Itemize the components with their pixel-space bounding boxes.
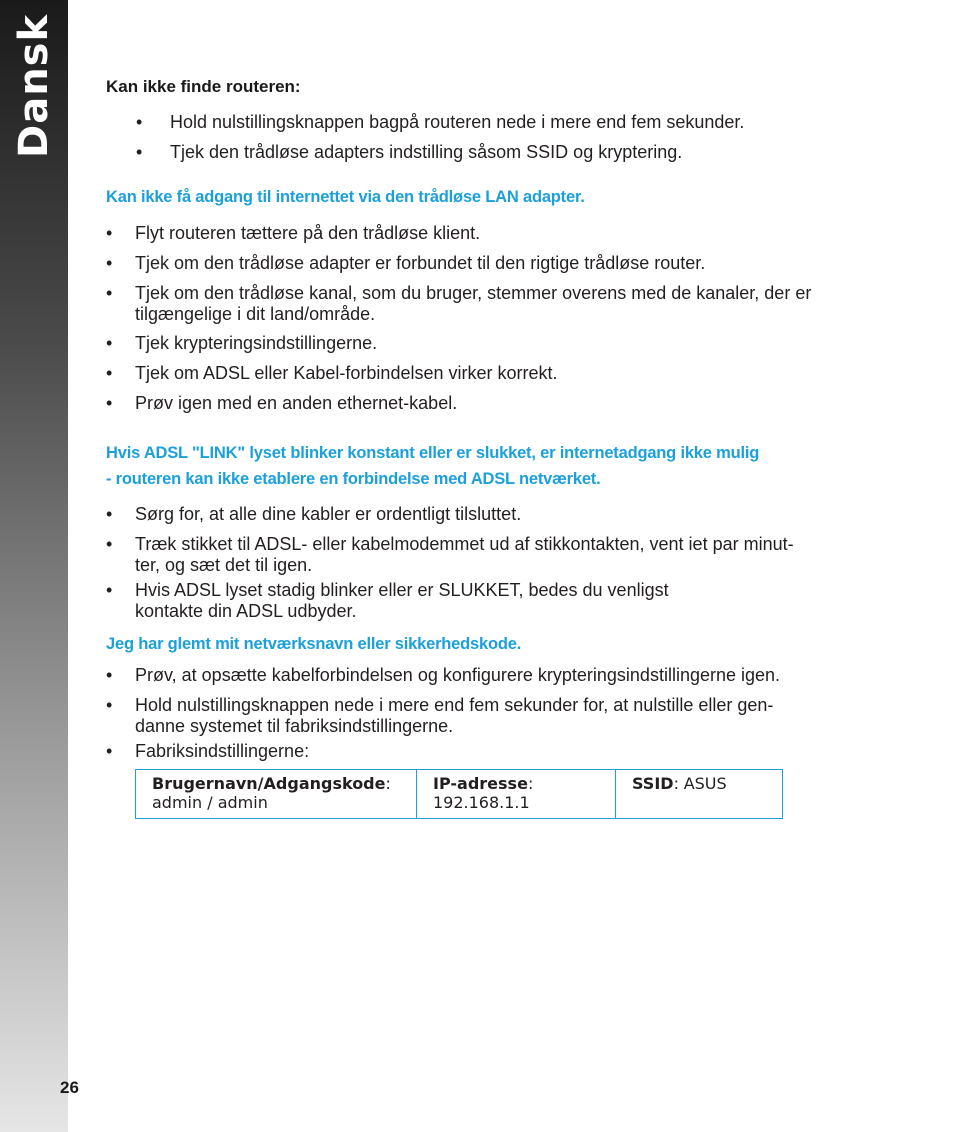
section-heading-adsl-link-line2: - routeren kan ikke etablere en forbindelse med ADSL netværket. [106,470,601,488]
ssid-value: ASUS [683,774,727,793]
bullet-icon: • [106,283,113,303]
ssid-label: SSID [632,774,674,793]
bullet-icon: • [106,580,113,600]
bullet-icon: • [106,741,113,761]
bullet-icon: • [136,142,143,162]
username-password-value: admin / admin [152,793,268,812]
bullet-icon: • [106,253,113,273]
ssid-cell: SSID: ASUS [615,770,782,818]
username-password-label: Brugernavn/Adgangskode [152,774,386,793]
bullet-icon: • [106,333,113,353]
bullet-icon: • [136,112,143,132]
section-heading-adsl-link-line1: Hvis ADSL "LINK" lyset blinker konstant eller er slukket, er internetadgang ikke mulig [106,444,760,462]
ip-address-value: 192.168.1.1 [433,793,530,812]
bullet-icon: • [106,363,113,383]
bullet-icon: • [106,223,113,243]
section-heading-no-internet-wlan: Kan ikke få adgang til internettet via den trådløse LAN adapter. [106,188,585,206]
bullet-icon: • [106,393,113,413]
sidebar-language-label: Dansk [11,13,57,158]
section-heading-router-not-found: Kan ikke finde routeren: [106,77,301,96]
bullet-icon: • [106,504,113,524]
bullet-icon: • [106,665,113,685]
section-heading-forgot-ssid: Jeg har glemt mit netværksnavn eller sikkerhedskode. [106,635,522,653]
bullet-icon: • [106,695,113,715]
factory-defaults-table [135,769,783,819]
bullet-icon: • [106,534,113,554]
username-password-cell: Brugernavn/Adgangskode: admin / admin [152,774,391,812]
ip-address-cell: IP-adresse: 192.168.1.1 [416,770,615,818]
language-sidebar [0,0,68,1132]
page-number: 26 [60,1078,79,1097]
ip-address-label: IP-adresse [433,774,528,793]
